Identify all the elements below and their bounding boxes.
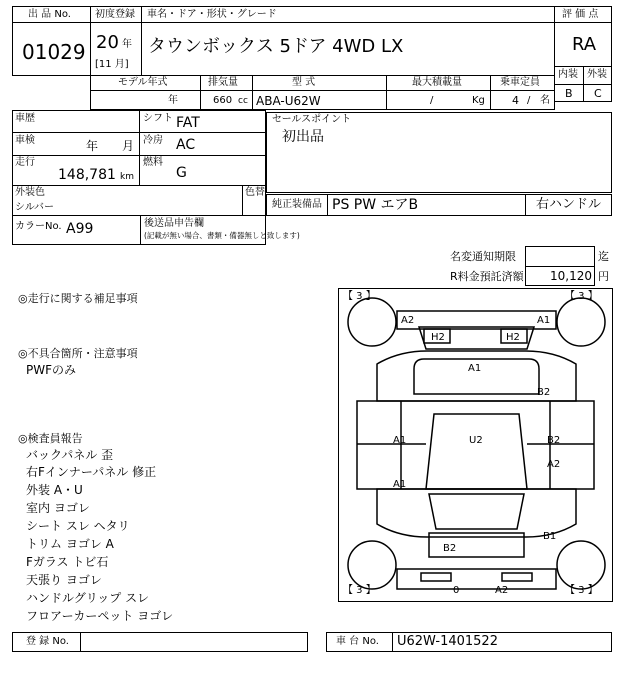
lot-no-label: 出 品 No. [28,9,71,20]
fog-left [421,573,451,581]
wheel-rear-right [557,298,605,346]
mark-b2-front: B2 [443,543,457,554]
inspector-line: 室内 ヨゴレ [26,501,90,515]
fuel-value: G [176,165,187,181]
sales-point-value: 初出品 [282,129,324,145]
mark-u2-center: U2 [469,435,483,446]
roof-panel [426,414,527,489]
mark-h2-left: H2 [431,332,445,343]
vehicle-diagram [338,288,613,602]
reg-year-unit: 年 [122,39,132,50]
equipment-value: PS PW エアB [332,197,419,213]
inspector-line: トリム ヨゴレ A [26,537,114,551]
mark-a1-left-low: A1 [393,479,407,490]
vehicle-diagram-svg [339,289,612,601]
fog-right [502,573,532,581]
windshield [429,494,524,529]
steering-value: 右ハンドル [536,197,602,212]
max-load-unit: Kg [472,95,485,106]
corner-br: 【 3 】 [565,585,598,596]
exterior-grade: C [594,87,602,100]
score-value: RA [572,34,597,55]
mark-rear-a2: A2 [401,315,415,326]
wheel-rear-left [348,298,396,346]
inspector-line: フロアーカーペット ヨゴレ [26,609,174,623]
inspector-line: ハンドルグリップ スレ [26,591,150,605]
fuel-label: 燃料 [143,157,163,168]
max-load-label: 最大積載量 [412,77,462,88]
defects-label: ◎不具合箇所・注意事項 [18,347,138,360]
inspector-line: 右Fインナーパネル 修正 [26,465,157,479]
inspector-line: バックパネル 歪 [26,448,114,462]
corner-bl: 【 3 】 [343,585,376,596]
defects-text: PWFのみ [26,363,77,377]
reg-year: 20 [96,32,119,53]
front-section [377,489,576,537]
mark-h2-right: H2 [506,332,520,343]
shift-label: シフト [143,113,173,124]
corner-tr: 【 3 】 [565,291,598,302]
wheel-front-right [557,541,605,589]
capacity-unit: 名 [540,95,550,106]
mark-rear-a1: A1 [537,315,551,326]
corner-tl: 【 3 】 [343,291,376,302]
type-value: ABA-U62W [256,94,321,108]
max-load-slash: / [430,95,434,106]
equipment-label: 純正装備品 [272,199,322,210]
driving-notes-label: ◎走行に関する補足事項 [18,292,138,305]
type-label: 型 式 [292,77,316,88]
deadline-suffix: 迄 [598,250,609,263]
inspector-line: シート スレ ヘタリ [26,519,130,533]
history-label: 車歴 [15,113,35,124]
mark-roof-a1: A1 [468,363,482,374]
deadline-field [525,246,595,267]
displacement-value: 660 [213,95,233,106]
mark-a2-right: A2 [547,459,561,470]
displacement-label: 排気量 [208,77,238,88]
recycle-unit: 円 [598,270,609,283]
inspector-label: ◎検査員報告 [18,432,83,445]
color-value: シルバー [15,202,55,213]
model-name-label: 車名・ドア・形状・グレード [147,9,277,20]
deadline-label: 名変通知期限 [450,250,516,263]
inspection-label: 車検 [15,135,35,146]
aftermarket-label: 後送品申告欄 [144,218,204,229]
capacity-label: 乗車定員 [500,77,540,88]
ac-value: AC [176,137,196,153]
reg-month: [11 月] [95,59,129,70]
first-reg-label: 初度登録 [95,9,135,20]
mileage-value: 148,781 [58,167,116,183]
interior-grade: B [565,87,573,100]
color-no-label: カラーNo. [15,221,62,232]
sales-point-label: セールスポイント [272,114,352,125]
inspector-line: 外装 A・U [26,483,83,497]
reg-no-label: 登 録 No. [26,636,69,647]
color-label: 外装色 [15,187,45,198]
ac-label: 冷房 [143,135,163,146]
chassis-no: U62W-1401522 [397,634,498,649]
displacement-unit: cc [238,96,248,106]
model-year-unit: 年 [168,95,178,106]
mark-a1-left-mid: A1 [393,435,407,446]
capacity-slash: / [527,95,531,106]
model-year-label: モデル年式 [118,77,168,88]
chassis-label: 車 台 No. [336,636,379,647]
lot-no: 01029 [22,40,86,64]
interior-label: 内装 [558,69,578,80]
mark-b1-front: B1 [543,531,557,542]
mark-front-a2: A2 [495,585,509,596]
capacity-value: 4 [512,94,519,107]
mileage-label: 走行 [15,157,35,168]
mark-b2-right-mid: B2 [547,435,561,446]
inspector-line: Fガラス トビ石 [26,555,109,569]
inspection-month: 月 [122,139,135,153]
mileage-unit: km [120,172,134,182]
exterior-label: 外装 [587,69,607,80]
mark-b2-rear: B2 [537,387,551,398]
inspector-line: 天張り ヨゴレ [26,573,102,587]
wheel-front-left [348,541,396,589]
aftermarket-note: (記載が無い場合、書類・備器無しと致します) [144,231,300,240]
shift-value: FAT [176,115,200,131]
recycle-value: 10,120 [550,269,592,283]
mark-front-0: 0 [453,585,460,596]
score-label: 評 価 点 [562,9,599,20]
repaint-label: 色替 [245,187,265,198]
inspection-year: 年 [86,139,99,153]
color-no-value: A99 [66,221,94,237]
recycle-label: R料金預託済額 [450,270,524,283]
model-name: タウンボックス 5ドア 4WD LX [148,36,404,57]
